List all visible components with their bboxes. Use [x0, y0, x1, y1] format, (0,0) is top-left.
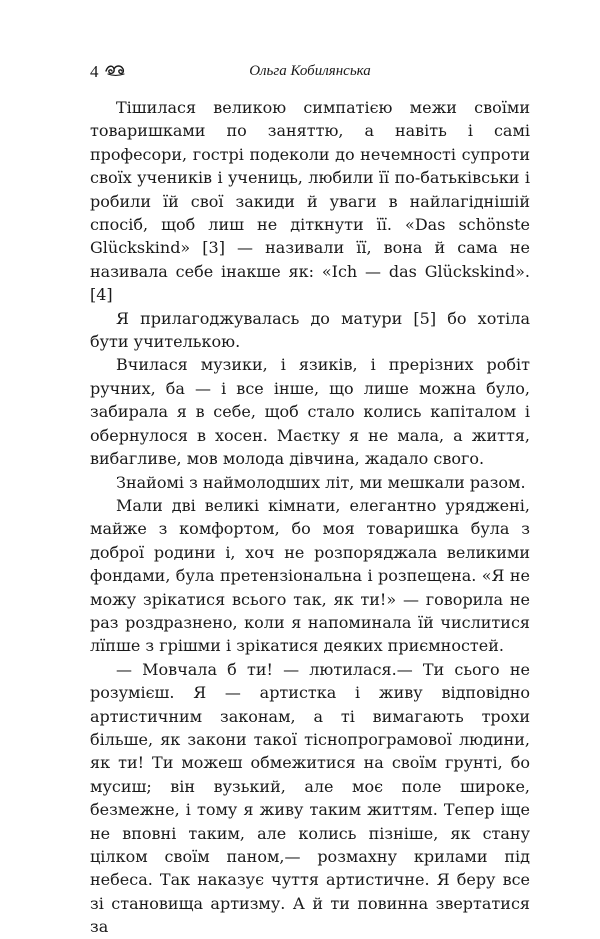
running-head-author: Ольга Кобилянська	[249, 63, 371, 79]
paragraph: Тішилася великою симпатією межи своїми товаришками по заняттю, а навіть і самі професори, гострі подеколи до нечемності супроти своїх учеників і учениць, любили її по-батьківськи і робили їй свої закиди й уваги в найлагіднішій спосіб, щоб лиш не діткнути її. «Das schönste Glückskind» [3] — називали її, вона й сама не називала себе інакше як: «Ich — das Glückskind». [4]	[90, 98, 530, 305]
paragraph: Знайомі з наймолодших літ, ми мешкали разом.	[116, 472, 526, 492]
body-text	[90, 96, 530, 939]
paragraph: — Мовчала б ти! — лютилася.— Ти сього не розумієш. Я — артистка і живу відповідно артистичним законам, а ті вимагають трохи більше, як закони такої тіснопрограмової людини, як ти! Ти можеш обмежитися на своїм грунті, бо мусиш; він вузький, але моє поле широке, безмежне, і тому я живу таким життям. Тепер іще не вповні таким, але колись пізніше, як стану цілком своїм паном,— розмахну крилами під небеса. Так наказує чуття артистичне. Я беру все зі становища артизму. А й ти повинна звертатися за	[90, 659, 530, 937]
paragraph: Вчилася музики, і язиків, і прерізних робіт ручних, ба — і все інше, що лише можна було, забирала я в себе, щоб стало колись капіталом і обернулося в хосен. Маєтку я не мала, а життя, вибагливе, мов молода дівчина, жадало свого.	[90, 355, 530, 469]
paragraph: Я прилагоджувалась до матури [5] бо хотіла бути учителькою.	[90, 308, 530, 352]
page-number: 4	[90, 62, 99, 81]
page-header	[90, 62, 530, 84]
paragraph: Мали дві великі кімнати, елегантно уряджені, майже з комфортом, бо моя товаришка була з доброї родини і, хоч не розпоряджала великими фондами, була претензіональна і розпещена. «Я не можу зрікатися всього так, як ти!» — говорила не раз роздразнено, коли я напоминала їй числитися лїпше з грішми і зрікатися деяких приємностей.	[90, 495, 530, 656]
